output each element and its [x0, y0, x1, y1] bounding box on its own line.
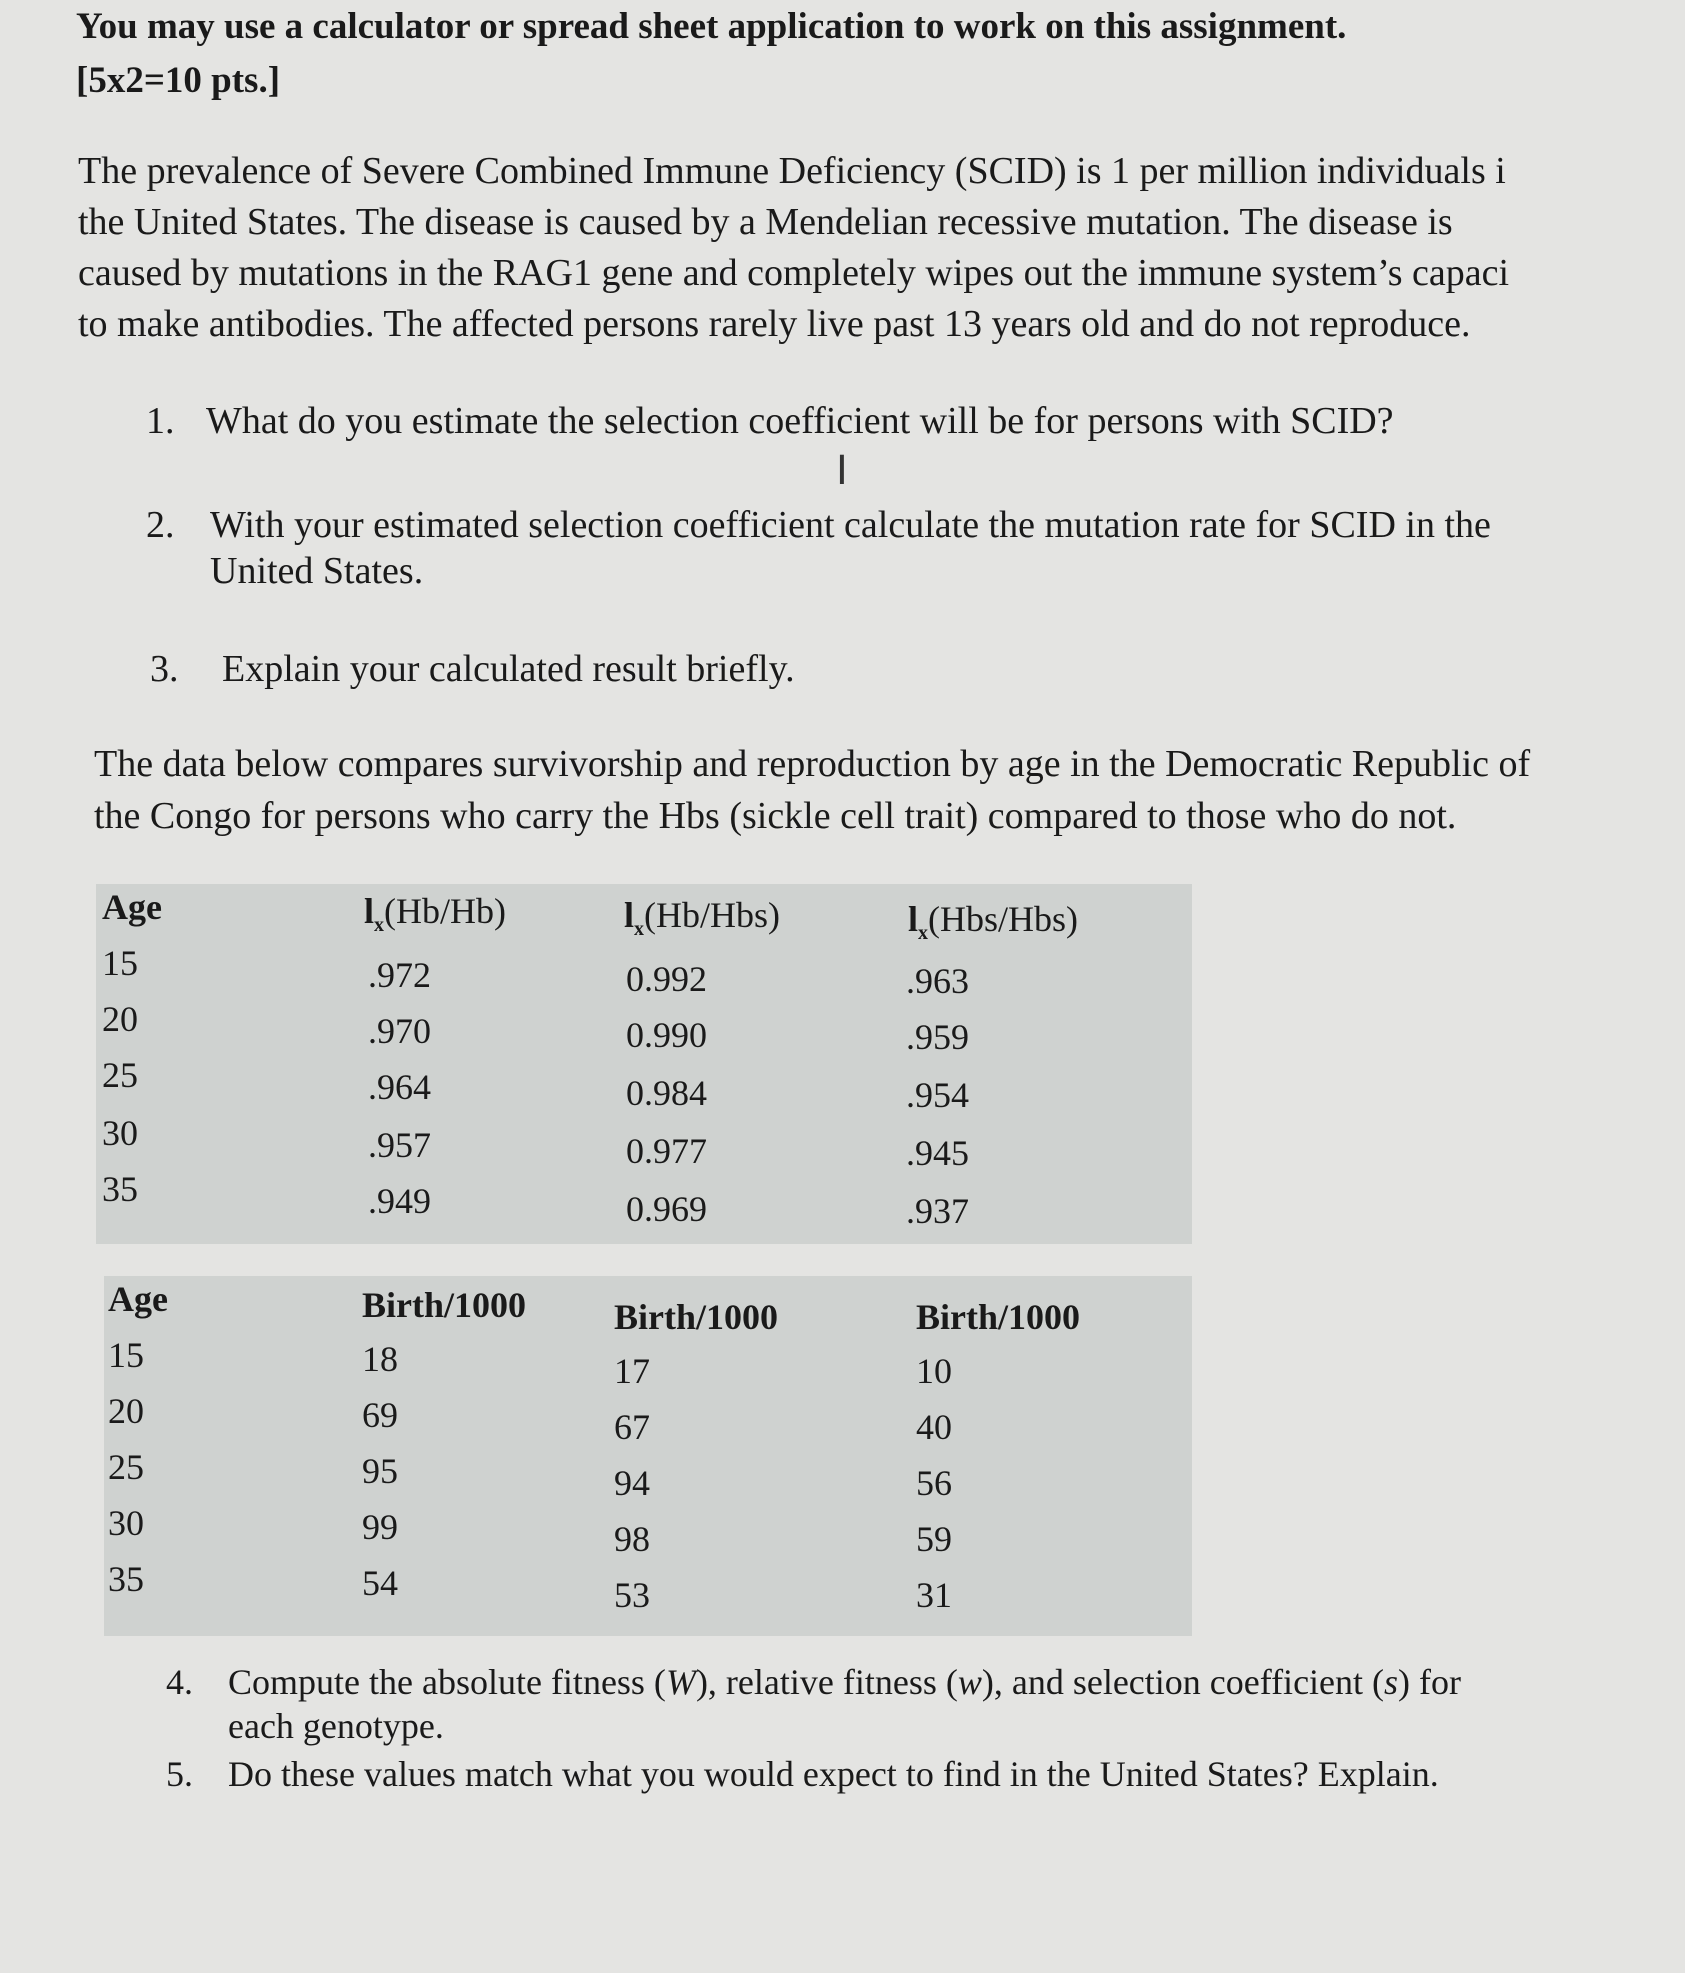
table-header-birth-hb-hbs: Birth/1000	[614, 1297, 779, 1337]
table-cell: 31	[916, 1575, 952, 1615]
table-cell: 56	[916, 1463, 952, 1503]
table-header-hb-hb: $l_x(Hb/Hb)$	[364, 891, 506, 937]
table-cell: 0.984	[626, 1073, 707, 1113]
table-cell: 30	[108, 1503, 144, 1543]
table-header-age: Age	[102, 887, 162, 927]
table-cell: 69	[362, 1395, 398, 1435]
question-number: 5.	[166, 1754, 193, 1794]
intro-line: caused by mutations in the RAG1 gene and completely wipes out the immune system’s capaci	[78, 252, 1510, 294]
table-header-hb-hbs: $l_x(Hb/Hbs)$	[624, 895, 780, 941]
birth-table	[104, 1276, 1192, 1636]
table-cell: .957	[368, 1125, 431, 1165]
table-cell: 67	[614, 1407, 650, 1447]
table-cell: 54	[362, 1563, 398, 1603]
table-cell: .954	[906, 1075, 969, 1115]
table-cell: .972	[368, 955, 431, 995]
table-cell: 35	[108, 1559, 144, 1599]
data-intro-line: The data below compares survivorship and reproduction by age in the Democratic Republic of	[94, 743, 1531, 785]
header-points: [5x2=10 pts.]	[76, 60, 281, 101]
table-cell: 0.992	[626, 959, 707, 999]
table-cell: .945	[906, 1133, 969, 1173]
table-cell: 35	[102, 1169, 138, 1209]
table-cell: 53	[614, 1575, 650, 1615]
table-cell: 95	[362, 1451, 398, 1491]
table-cell: .959	[906, 1017, 969, 1057]
data-intro-paragraph	[94, 738, 1530, 842]
table-cell: 30	[102, 1113, 138, 1153]
data-intro-line: the Congo for persons who carry the Hbs (sickle cell trait) compared to those who do not.	[94, 795, 1457, 837]
table-cell: 17	[614, 1351, 650, 1391]
question-number: 3.	[150, 648, 179, 690]
question-text: What do you estimate the selection coefficient will be for persons with SCID?	[206, 400, 1394, 442]
table-cell: 99	[362, 1507, 398, 1547]
question-text: each genotype.	[228, 1706, 444, 1746]
table-header-birth-hbs-hbs: Birth/1000	[916, 1297, 1081, 1337]
table-cell: 20	[108, 1391, 144, 1431]
table-cell: 0.990	[626, 1015, 707, 1055]
table-header-birth-hb-hb: Birth/1000	[362, 1285, 527, 1325]
table-cell: 15	[102, 943, 138, 983]
table-cell: 25	[102, 1055, 138, 1095]
table-cell: 15	[108, 1335, 144, 1375]
table-cell: .949	[368, 1181, 431, 1221]
question-number: 2.	[146, 504, 175, 546]
question-text: Explain your calculated result briefly.	[222, 648, 795, 690]
intro-line: to make antibodies. The affected persons rarely live past 13 years old and do not reproduce.	[78, 303, 1471, 345]
table-cell: 0.977	[626, 1131, 707, 1171]
table-cell: 25	[108, 1447, 144, 1487]
intro-line: the United States. The disease is caused by a Mendelian recessive mutation. The disease is	[78, 201, 1453, 243]
table-cell: 10	[916, 1351, 952, 1391]
table-cell: .970	[368, 1011, 431, 1051]
table-cell: 0.969	[626, 1189, 707, 1229]
question-number: 1.	[146, 400, 175, 442]
table-header-hbs-hbs: $l_x(Hbs/Hbs)$	[908, 899, 1079, 945]
table-cell: 40	[916, 1407, 952, 1447]
assignment-header	[76, 0, 1346, 108]
question-number: 4.	[166, 1662, 193, 1702]
survivorship-table	[96, 884, 1192, 1244]
table-cell: 20	[102, 999, 138, 1039]
table-cell: 18	[362, 1339, 398, 1379]
table-cell: 98	[614, 1519, 650, 1559]
question-text: United States.	[210, 550, 424, 592]
intro-paragraph	[78, 146, 1678, 350]
table-cell: .964	[368, 1067, 431, 1107]
table-cell: 59	[916, 1519, 952, 1559]
table-cell: 94	[614, 1463, 650, 1503]
question-text: With your estimated selection coefficient calculate the mutation rate for SCID in the	[210, 504, 1491, 546]
question-text: Compute the absolute fitness (W), relative fitness (w), and selection coefficient (s) for	[228, 1662, 1461, 1702]
text-cursor-icon: I	[836, 448, 848, 494]
table-cell: .937	[906, 1191, 969, 1231]
table-cell: .963	[906, 961, 969, 1001]
intro-line: The prevalence of Severe Combined Immune Deficiency (SCID) is 1 per million individuals i	[78, 150, 1506, 192]
question-text: Do these values match what you would expect to find in the United States? Explain.	[228, 1754, 1439, 1794]
table-header-age: Age	[108, 1279, 168, 1319]
header-instruction: You may use a calculator or spread sheet application to work on this assignment.	[76, 6, 1347, 47]
